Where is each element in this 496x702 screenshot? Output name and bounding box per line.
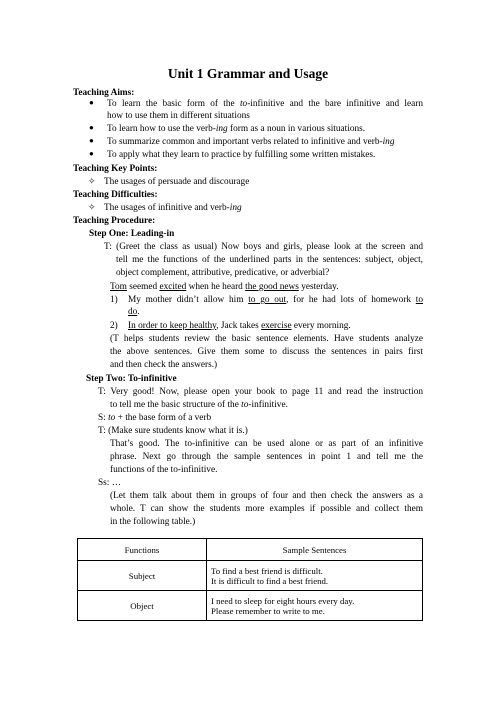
step-two-note-line-3: in the following table.)	[110, 517, 196, 527]
bullet-icon: ●	[89, 149, 94, 158]
table-header-sample-sentences: Sample Sentences	[207, 539, 423, 561]
aim-item-4: To apply what they learn to practice by fulfilling some written mistakes.	[107, 150, 376, 160]
example-number-2: 2)	[110, 321, 118, 331]
diamond-bullet-icon: ✧	[88, 176, 96, 186]
diamond-bullet-icon: ✧	[88, 202, 96, 212]
bullet-icon: ●	[89, 136, 94, 145]
step-one-note-line-2: the above sentences. Give them some to discuss the sentences in pairs first	[110, 347, 423, 357]
table-header-functions: Functions	[78, 539, 207, 561]
step-two-note-line-2: whole. T can show the students more examples if possible and collect them	[110, 504, 423, 514]
example-sentence-0: Tom seemed excited when he heard the good news yesterday.	[110, 282, 339, 292]
table-cell-samples	[207, 561, 423, 591]
aims-heading: Teaching Aims:	[73, 88, 135, 98]
table-row	[78, 561, 423, 591]
key-points-heading: Teaching Key Points:	[73, 164, 158, 174]
functions-table	[77, 538, 423, 621]
step-one-note-line-1: (T helps students review the basic sentence elements. Have students analyze	[110, 334, 423, 344]
page-title: Unit 1 Grammar and Usage	[167, 66, 329, 81]
step-two-teacher-line-3: T: (Make sure students know what it is.)	[98, 426, 248, 436]
difficulty-item: The usages of infinitive and verb-ing	[104, 203, 242, 213]
step-two-student-line: S: to + the base form of a verb	[98, 413, 212, 423]
procedure-heading: Teaching Procedure:	[73, 216, 156, 226]
step-one-note-line-3: and then check the answers.)	[110, 360, 218, 370]
step-one-teacher-line-3: object complement, attributive, predicative, or adverbial?	[116, 268, 330, 278]
bullet-icon: ●	[89, 123, 94, 132]
table-cell-function: Object	[78, 591, 207, 621]
sample-sentence: To find a best friend is difficult.	[211, 565, 323, 576]
table-cell-samples	[207, 591, 423, 621]
table-cell-function: Subject	[78, 561, 207, 591]
aim-item-1-cont: how to use them in different situations	[107, 111, 250, 121]
step-two-paragraph-line-2: phrase. Next go through the sample sentences in point 1 and tell me the	[110, 452, 423, 462]
aim-item-2: To learn how to use the verb-ing form as a noun in various situations.	[107, 124, 366, 134]
example-sentence-2: In order to keep healthy, Jack takes exercise every morning.	[128, 321, 351, 331]
step-two-note-line-1: (Let them talk about them in groups of four and then check the answers as a	[110, 491, 423, 501]
step-two-students-line: Ss: …	[98, 478, 121, 488]
key-point-item: The usages of persuade and discourage	[104, 177, 250, 187]
table-row	[78, 591, 423, 621]
step-two-paragraph-line-3: functions of the to-infinitive.	[110, 465, 218, 475]
step-two-paragraph-line-1: That’s good. The to-infinitive can be used alone or as part of an infinitive	[110, 439, 423, 449]
table-header-row	[78, 539, 423, 561]
step-one-teacher-line-2: tell me the functions of the underlined parts in the sentences: subject, object,	[116, 255, 423, 265]
sample-sentence: I need to sleep for eight hours every day.	[211, 595, 355, 606]
difficulties-heading: Teaching Difficulties:	[73, 190, 158, 200]
aim-item-3: To summarize common and important verbs related to infinitive and verb-ing	[107, 137, 395, 147]
bullet-icon: ●	[89, 98, 94, 107]
step-two-heading: Step Two: To-infinitive	[86, 374, 177, 384]
sample-sentence: It is difficult to find a best friend.	[211, 575, 329, 586]
example-sentence-1: My mother didn’t allow him to go out, for he had lots of homework to	[128, 295, 423, 305]
step-one-teacher-line-1: T: (Greet the class as usual) Now boys and girls, please look at the screen and	[104, 242, 423, 252]
example-sentence-1-cont: do.	[128, 307, 140, 317]
step-two-teacher-line-1: T: Very good! Now, please open your book to page 11 and read the instruction	[98, 387, 423, 397]
aim-item-1: To learn the basic form of the to-infinitive and the bare infinitive and learn	[107, 99, 423, 109]
step-two-teacher-line-2: to tell me the basic structure of the to-infinitive.	[110, 400, 288, 410]
example-number-1: 1)	[110, 295, 118, 305]
sample-sentence: Please remember to write to me.	[211, 605, 325, 616]
step-one-heading: Step One: Leading-in	[89, 229, 175, 239]
